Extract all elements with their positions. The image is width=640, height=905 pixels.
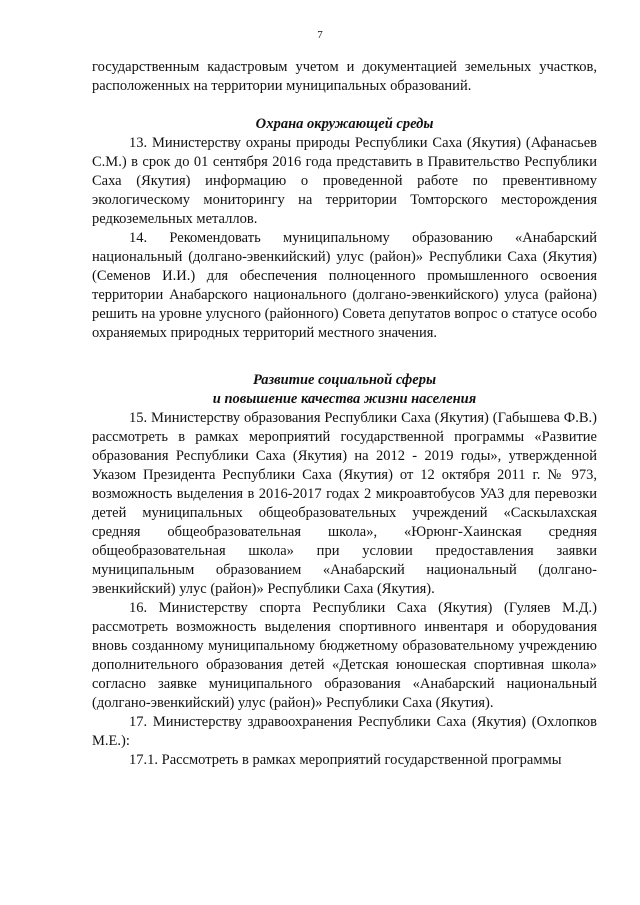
- document-body: [92, 58, 597, 770]
- section-heading-social-line1: Развитие социальной сферы: [252, 372, 437, 388]
- paragraph-17-1: 17.1. Рассмотреть в рамках мероприятий государственной программы: [129, 752, 562, 768]
- paragraph-16: 16. Министерству спорта Республики Саха (Якутия) (Гуляев М.Д.) рассмотреть возможность выделения спортивного инвентаря и оборудования вновь созданному муниципальному бюджетному образовательному учреждению дополнительного образования детей «Детская юношеская спортивная школа» согласно заявке муниципального образования «Анабарский национальный (долгано-эвенкийский) улус (район)» Республики Саха (Якутия).: [92, 600, 597, 711]
- section-heading-social-line2: и повышение качества жизни населения: [212, 391, 477, 407]
- intro-paragraph: государственным кадастровым учетом и документацией земельных участков, расположенных на территории муниципальных образований.: [92, 59, 597, 94]
- paragraph-17: 17. Министерству здравоохранения Республики Саха (Якутия) (Охлопков М.Е.):: [92, 714, 597, 749]
- paragraph-15: 15. Министерству образования Республики Саха (Якутия) (Габышева Ф.В.) рассмотреть в рамках мероприятий государственной программы «Развитие образования Республики Саха (Якутия) на 2012 - 2019 годы», утвержденной Указом Президента Республики Саха (Якутия) от 12 октября 2011 г. № 973, возможность выделения в 2016-2017 годах 2 микроавтобусов УАЗ для перевозки детей муниципальных общеобразовательных учреждений «Саскылахская средняя общеобразовательная школа», «Юрюнг-Хаинская средняя общеобразовательная школа» при условии предоставления заявки муниципальным образованием «Анабарский национальный (долгано-эвенкийский) улус (район)» Республики Саха (Якутия).: [92, 410, 597, 597]
- paragraph-13: 13. Министерству охраны природы Республики Саха (Якутия) (Афанасьев С.М.) в срок до 01 сентября 2016 года представить в Правительство Республики Саха (Якутия) информацию о проведенной работе по превентивному экологическому мониторингу на территории Томторского месторождения редкоземельных металлов.: [92, 135, 597, 227]
- page-number: 7: [317, 29, 323, 41]
- paragraph-14: 14. Рекомендовать муниципальному образованию «Анабарский национальный (долгано-эвенкийский) улус (район)» Республики Саха (Якутия) (Семенов И.И.) для обеспечения полноценного промышленного освоения территории Анабарского национального (долгано-эвенкийского) улуса (района) решить на уровне улусного (районного) Совета депутатов вопрос о статусе особо охраняемых природных территорий местного значения.: [92, 230, 597, 341]
- section-heading-environment: Охрана окружающей среды: [255, 116, 434, 132]
